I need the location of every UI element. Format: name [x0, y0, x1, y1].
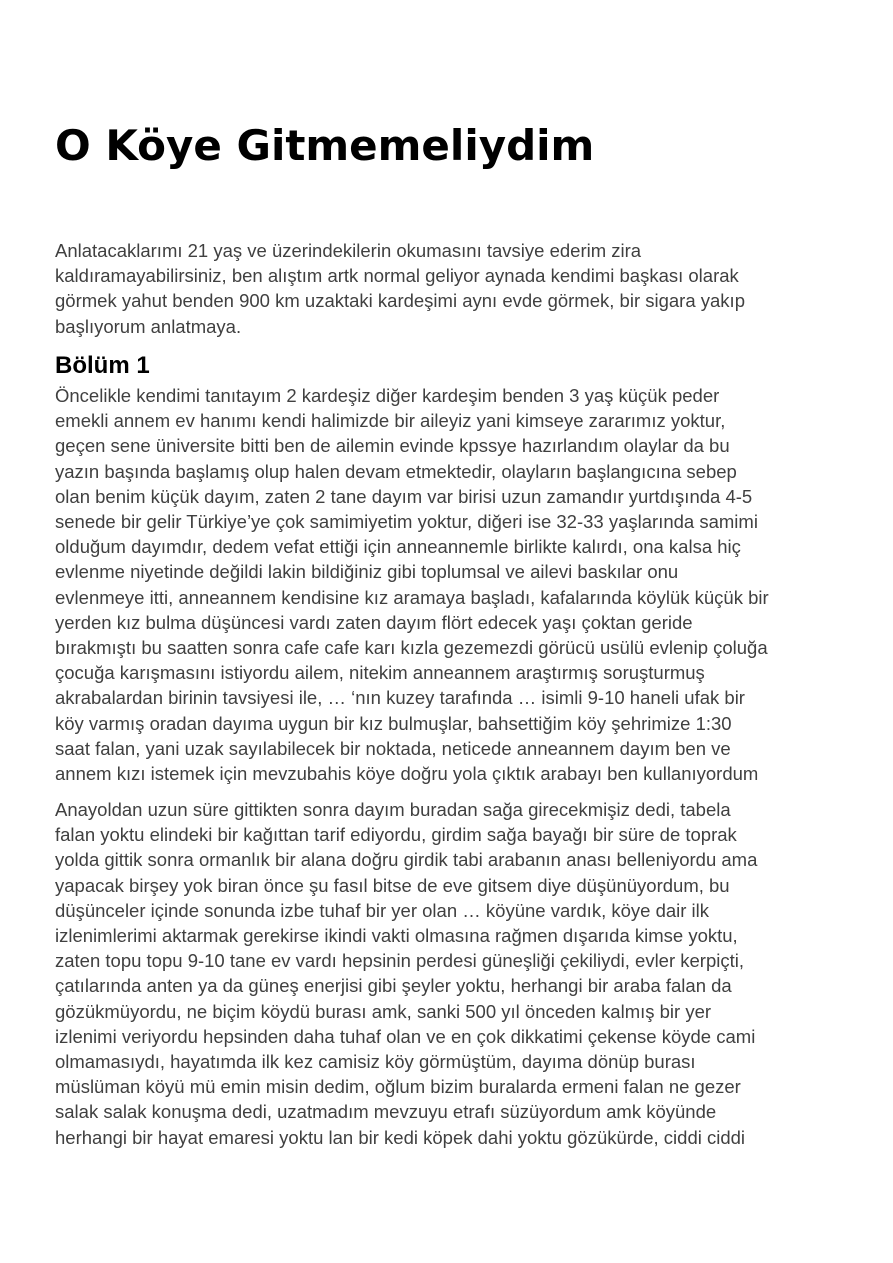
paragraph-line: düşünceler içinde sonunda izbe tuhaf bir yer olan … köyüne vardık, köye dair ilk — [55, 899, 710, 921]
paragraph-line: olmamasıydı, hayatımda ilk kez camisiz köy görmüştüm, dayıma dönüp burası — [55, 1051, 696, 1073]
paragraph-line: saat falan, yani uzak sayılabilecek bir noktada, neticede anneannem dayım ben ve — [55, 737, 731, 759]
paragraph-line: falan yoktu elindeki bir kağıttan tarif ediyordu, girdim sağa bayağı bir süre de toprak — [55, 824, 737, 846]
section-heading: Bölüm 1 — [55, 352, 150, 379]
paragraph-line: akrabalardan birinin tavsiyesi ile, … ‘nın kuzey tarafında … isimli 9-10 haneli ufak bir — [55, 687, 745, 709]
paragraph-line: evlenmeye itti, anneannem kendisine kız aramaya başladı, kafalarında köylük küçük bir — [55, 586, 769, 608]
paragraph-line: salak salak konuşma dedi, uzatmadım mevzuyu etrafı süzüyordum amk köyünde — [55, 1101, 717, 1123]
paragraph-line: annem kızı istemek için mevzubahis köye doğru yola çıktık arabayı ben kullanıyordum — [55, 763, 759, 785]
paragraph-line: Anayoldan uzun süre gittikten sonra dayım buradan sağa girecekmişiz dedi, tabela — [55, 799, 731, 820]
intro-line: görmek yahut benden 900 km uzaktaki kardeşimi aynı evde görmek, bir sigara yakıp — [55, 290, 745, 312]
intro-line: Anlatacaklarımı 21 yaş ve üzerindekilerin okumasını tavsiye ederim zira — [55, 240, 642, 261]
intro-paragraph — [55, 238, 845, 339]
paragraph-1 — [55, 383, 845, 786]
paragraph-line: geçen sene üniversite bitti ben de ailemin evinde kpssye hazırlandım olaylar da bu — [55, 435, 730, 457]
paragraph-line: herhangi bir hayat emaresi yoktu lan bir kedi köpek dahi yoktu gözükürde, ciddi ciddi — [55, 1126, 746, 1148]
intro-line: başlıyorum anlatmaya. — [55, 315, 242, 337]
paragraph-line: çocuğa karışmasını istiyordu ailem, nitekim anneannem araştırmış soruşturmuş — [55, 662, 705, 684]
paragraph-line: yapacak birşey yok biran önce şu fasıl bitse de eve gitsem diye düşünüyordum, bu — [55, 874, 730, 896]
paragraph-line: yerden kız bulma düşüncesi vardı zaten dayım flört edecek yaşı çoktan geride — [55, 611, 693, 633]
paragraph-line: Öncelikle kendimi tanıtayım 2 kardeşiz diğer kardeşim benden 3 yaş küçük peder — [55, 385, 720, 406]
paragraph-line: yolda gittik sonra ormanlık bir alana doğru girdik tabi arabanın anası belleniyordu ama — [55, 849, 758, 871]
paragraph-line: senede bir gelir Türkiye’ye çok samimiyetim yoktur, diğeri ise 32-33 yaşlarında samimi — [55, 511, 758, 533]
document-title: O Köye Gitmemeliydim — [55, 121, 595, 170]
paragraph-line: müslüman köyü mü emin misin dedim, oğlum bizim buralarda ermeni falan ne gezer — [55, 1076, 741, 1098]
paragraph-line: bırakmıştı bu saatten sonra cafe cafe karı kızla gezemezdi görücü usülü evlenip çoluğa — [55, 637, 768, 659]
paragraph-line: emekli annem ev hanımı kendi halimizde bir aileyiz yani kimseye zararımız yoktur, — [55, 410, 726, 432]
paragraph-line: evlenme niyetinde değildi lakin bildiğiniz gibi toplumsal ve ailevi baskılar onu — [55, 561, 679, 583]
paragraph-line: olduğum dayımdır, dedem vefat ettiği için anneannemle birlikte kalırdı, ona kalsa hiç — [55, 536, 741, 558]
intro-line: kaldıramayabilirsiniz, ben alıştım artk normal geliyor aynada kendimi başkası olarak — [55, 265, 739, 287]
paragraph-line: gözükmüyordu, ne biçim köydü burası amk, sanki 500 yıl önceden kalmış bir yer — [55, 1000, 712, 1022]
paragraph-line: olan benim küçük dayım, zaten 2 tane dayım var birisi uzun zamandır yurtdışında 4-5 — [55, 485, 753, 507]
paragraph-line: yazın başında başlamış olup halen devam etmektedir, olayların başlangıcına sebep — [55, 460, 737, 482]
paragraph-2 — [55, 797, 845, 1150]
paragraph-line: çatılarında anten ya da güneş enerjisi gibi şeyler yoktu, herhangi bir araba falan da — [55, 975, 732, 997]
paragraph-line: izlenimi veriyordu hepsinden daha tuhaf olan ve en çok dikkatimi çekense köyde cami — [55, 1025, 756, 1047]
paragraph-line: zaten topu topu 9-10 tane ev vardı hepsinin perdesi güneşliği çekiliydi, evler kerpiçti, — [55, 950, 745, 972]
paragraph-line: köy varmış oradan dayıma uygun bir kız bulmuşlar, bahsettiğim köy şehrimize 1:30 — [55, 712, 732, 734]
paragraph-line: izlenimlerimi aktarmak gerekirse ikindi vakti olmasına rağmen dışarıda kimse yoktu, — [55, 925, 738, 947]
